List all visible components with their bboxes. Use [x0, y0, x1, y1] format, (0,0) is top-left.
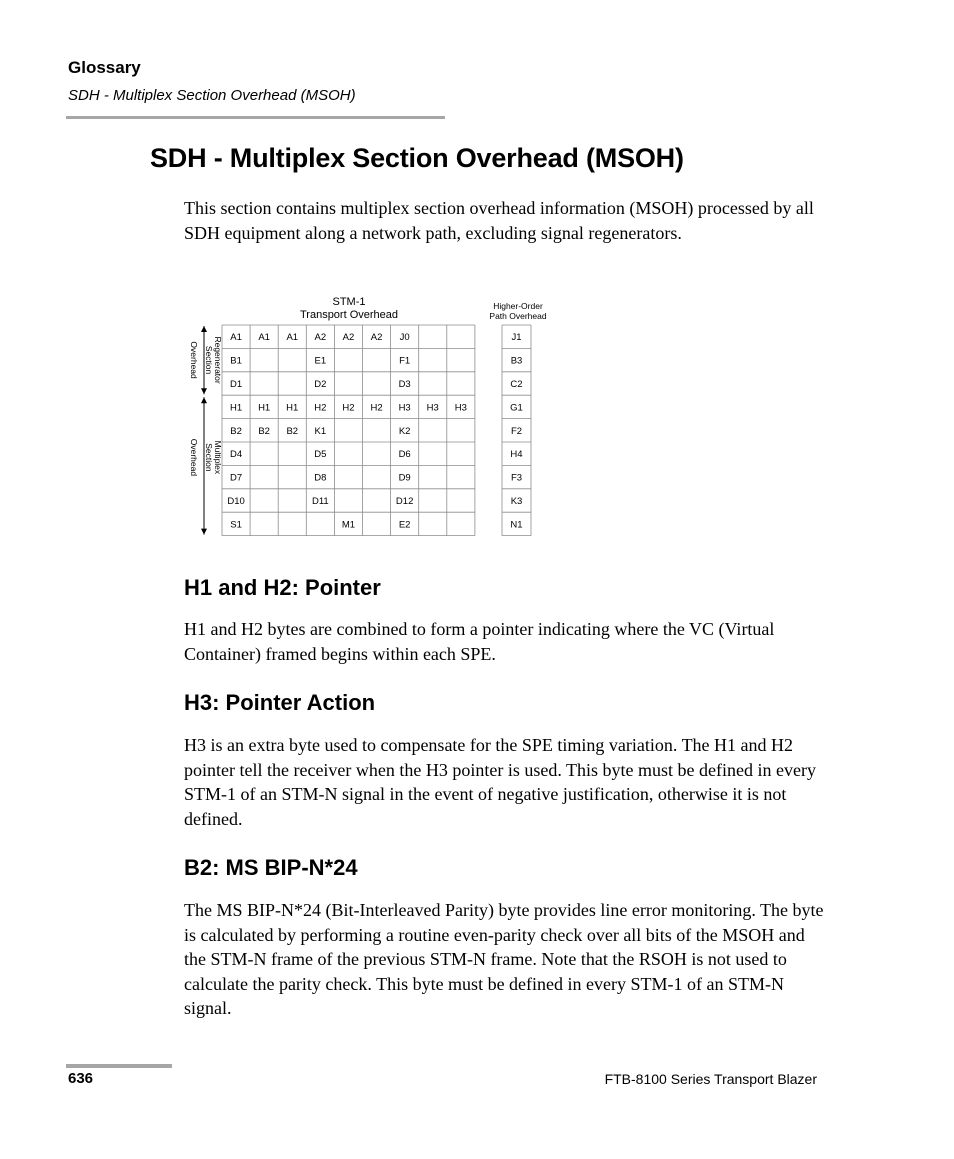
overhead-byte-cell: H3	[426, 402, 439, 414]
overhead-byte-cell: B1	[230, 355, 242, 367]
overhead-byte-cell: D2	[314, 379, 327, 390]
path-overhead-cell: G1	[510, 402, 523, 414]
overhead-byte-cell: B2	[258, 425, 270, 437]
path-overhead-cell: N1	[510, 519, 523, 531]
overhead-byte-cell: D5	[314, 449, 327, 461]
hopo-label-line1: Higher-Order	[493, 301, 543, 311]
overhead-byte-cell: F1	[399, 355, 411, 367]
overhead-byte-cell: E1	[314, 355, 327, 367]
diagram-title-line1: STM-1	[332, 296, 366, 308]
overhead-byte-cell: D12	[395, 496, 414, 507]
overhead-byte-cell: H1	[258, 402, 271, 414]
overhead-byte-cell: H2	[370, 402, 383, 414]
overhead-byte-cell: A1	[258, 332, 270, 344]
overhead-byte-cell: H3	[454, 402, 467, 414]
overhead-byte-cell: A1	[230, 332, 242, 344]
overhead-byte-cell: D1	[229, 379, 243, 390]
path-overhead-cell: H4	[510, 449, 523, 461]
overhead-byte-cell: D9	[398, 472, 411, 484]
msoh-overhead-diagram	[180, 290, 560, 540]
header-divider	[66, 116, 445, 119]
footer-product-name: FTB-8100 Series Transport Blazer	[604, 1071, 817, 1087]
overhead-byte-cell: A2	[314, 332, 327, 344]
overhead-byte-cell: E2	[398, 519, 411, 531]
running-header-section: Glossary	[68, 58, 141, 77]
path-overhead-cell: K3	[510, 496, 523, 507]
msoh-label-line: Overhead	[189, 438, 199, 477]
bracket-arrowhead	[201, 388, 207, 394]
heading-h3-pointer-action: H3: Pointer Action	[184, 690, 376, 715]
overhead-byte-cell: D4	[229, 449, 243, 461]
paragraph-b2-ms-bip: The MS BIP-N*24 (Bit-Interleaved Parity) byte provides line error monitoring. The byte is calculated by performing a routine even-parity check over all bits of the MSOH and the STM-N frame of the previous STM-N frame. Note that the RSOH is not used to calculate the parity check. This byte must be defined in every STM-1 of an STM-N signal.	[184, 900, 824, 1019]
rsoh-label-line: Overhead	[189, 341, 199, 379]
overhead-byte-cell: S1	[230, 519, 242, 531]
overhead-byte-cell: M1	[341, 519, 356, 531]
bracket-arrowhead	[201, 397, 207, 403]
overhead-byte-cell: K2	[398, 425, 411, 437]
overhead-byte-cell: B2	[230, 425, 242, 437]
page-title: SDH - Multiplex Section Overhead (MSOH)	[150, 143, 684, 173]
overhead-byte-cell: H1	[286, 402, 299, 414]
intro-paragraph: This section contains multiplex section overhead information (MSOH) processed by all SDH equipment along a network path, excluding signal regenerators.	[184, 198, 814, 243]
overhead-byte-cell: J0	[399, 332, 410, 344]
heading-b2-ms-bip: B2: MS BIP-N*24	[184, 855, 358, 880]
rsoh-label-line: Regenerator	[213, 336, 223, 384]
path-overhead-cell: B3	[510, 355, 523, 367]
overhead-byte-cell: D6	[398, 449, 411, 461]
bracket-arrowhead	[201, 326, 207, 332]
overhead-byte-cell: H2	[314, 402, 327, 414]
overhead-byte-cell: A1	[286, 332, 299, 344]
page-number: 636	[68, 1070, 94, 1087]
overhead-byte-cell: D10	[227, 496, 245, 507]
overhead-byte-cell: D8	[314, 472, 327, 484]
running-header-subtitle: SDH - Multiplex Section Overhead (MSOH)	[68, 87, 356, 104]
rsoh-label-line: Section	[204, 345, 214, 375]
paragraph-h1-h2-pointer: H1 and H2 bytes are combined to form a pointer indicating where the VC (Virtual Container) framed begins within each SPE.	[184, 619, 775, 664]
overhead-byte-cell: A2	[342, 332, 355, 344]
overhead-byte-cell: A2	[370, 332, 383, 344]
diagram-title-line2: Transport Overhead	[299, 309, 399, 321]
footer-divider	[66, 1064, 172, 1068]
diagram-cells	[227, 332, 523, 530]
path-overhead-cell: C2	[510, 379, 523, 390]
overhead-byte-cell: D7	[229, 472, 243, 484]
hopo-label-line2: Path Overhead	[489, 311, 547, 321]
overhead-byte-cell: H3	[398, 402, 411, 414]
bracket-arrowhead	[201, 529, 207, 535]
paragraph-h3-pointer-action: H3 is an extra byte used to compensate for the SPE timing variation. The H1 and H2 pointer tell the receiver when the H3 pointer is used. This byte must be defined in every STM-1 of an STM-N signal in the event of negative justification, otherwise it is not defined.	[184, 735, 816, 829]
msoh-side-label	[189, 397, 223, 534]
overhead-byte-cell: D3	[398, 379, 411, 390]
overhead-byte-cell: B2	[286, 425, 299, 437]
path-overhead-cell: F2	[510, 425, 523, 437]
msoh-label-line: Section	[204, 443, 214, 472]
overhead-byte-cell: K1	[314, 425, 327, 437]
overhead-byte-cell: D11	[311, 496, 329, 507]
overhead-byte-cell: H1	[229, 402, 243, 414]
msoh-label-line: Multiplex	[213, 440, 223, 475]
rsoh-side-label	[189, 326, 223, 394]
path-overhead-cell: J1	[511, 332, 522, 344]
heading-h1-h2-pointer: H1 and H2: Pointer	[184, 575, 381, 600]
overhead-byte-cell: H2	[342, 402, 355, 414]
path-overhead-cell: F3	[510, 472, 523, 484]
